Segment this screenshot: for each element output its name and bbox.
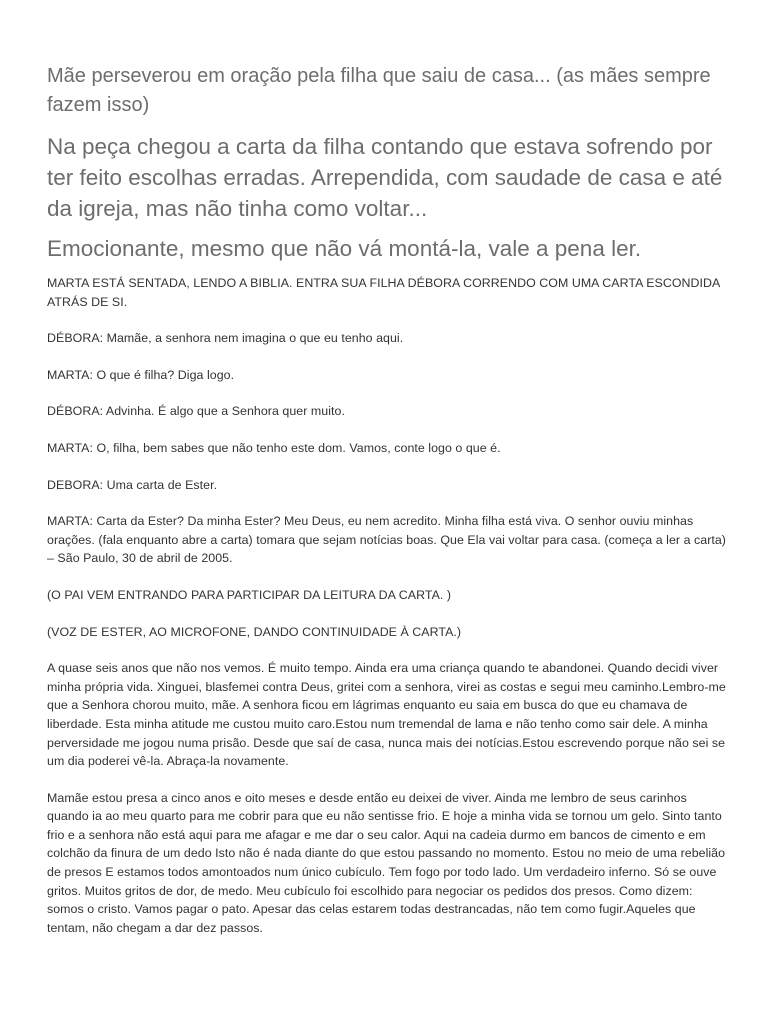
- intro-paragraph-3: Emocionante, mesmo que não vá montá-la, vale a pena ler.: [47, 236, 642, 261]
- dialogue-line-debora-3: DEBORA: Uma carta de Ester.: [47, 477, 218, 492]
- dialogue-line-debora-1: DÉBORA: Mamãe, a senhora nem imagina o que eu tenho aqui.: [47, 331, 404, 346]
- intro-paragraph-1: Mãe perseverou em oração pela filha que saiu de casa... (as mães sempre fazem isso): [47, 65, 711, 116]
- letter-paragraph-1: A quase seis anos que não nos vemos. É muito tempo. Ainda era uma criança quando te abandonei. Quando decidi viver minha própria vida. Xinguei, blasfemei contra Deus, gritei com a senhora, virei as costas e segui meu caminho.Lembro-me que a Senhora chorou muito, mãe. A senhora ficou em lágrimas enquanto eu saia em busca do que eu chamava de liberdade. Esta minha atitude me custou muito caro.Estou num tremendal de lama e não tenho como sair dele. A minha perversidade me jogou numa prisão. Desde que saí de casa, nunca mais dei notícias.Estou escrevendo porque não sei se um dia poderei vê-la. Abraça-la novamente.: [47, 661, 726, 769]
- dialogue-line-marta-3: MARTA: Carta da Ester? Da minha Ester? Meu Deus, eu nem acredito. Minha filha está viva. O senhor ouviu minhas orações. (fala enquanto abre a carta) tomara que sejam notícias boas. Que Ela vai voltar para casa. (começa a ler a carta) – São Paulo, 30 de abril de 2005.: [47, 514, 726, 566]
- stage-direction-opening: MARTA ESTÁ SENTADA, LENDO A BIBLIA. ENTRA SUA FILHA DÉBORA CORRENDO COM UMA CARTA ESCONDIDA ATRÁS DE SI.: [47, 276, 720, 309]
- stage-direction-father: (O PAI VEM ENTRANDO PARA PARTICIPAR DA LEITURA DA CARTA. ): [47, 587, 452, 602]
- dialogue-line-debora-2: DÉBORA: Advinha. É algo que a Senhora quer muito.: [47, 404, 345, 419]
- dialogue-line-marta-2: MARTA: O, filha, bem sabes que não tenho este dom. Vamos, conte logo o que é.: [47, 440, 501, 455]
- stage-direction-voice: (VOZ DE ESTER, AO MICROFONE, DANDO CONTINUIDADE À CARTA.): [47, 624, 462, 639]
- intro-paragraph-2: Na peça chegou a carta da filha contando que estava sofrendo por ter feito escolhas erradas. Arrependida, com saudade de casa e até da igreja, mas não tinha como voltar...: [47, 134, 723, 221]
- dialogue-line-marta-1: MARTA: O que é filha? Diga logo.: [47, 367, 235, 382]
- letter-paragraph-2: Mamãe estou presa a cinco anos e oito meses e desde então eu deixei de viver. Ainda me lembro de seus carinhos quando ia ao meu quarto para me cobrir para que eu não sentisse frio. E hoje a minha vida se tornou um gelo. Sinto tanto frio e a senhora não está aqui para me afagar e me dar o seu calor. Aqui na cadeia durmo em bancos de cimento e em colchão da finura de um dedo Isto não é nada diante do que estou passando no momento. Estou no meio de uma rebelião de presos E estamos todos amontoados num único cubículo. Tem fogo por todo lado. Um verdadeiro inferno. Só se ouve gritos. Muitos gritos de dor, de medo. Meu cubículo foi escolhido para negociar os pedidos dos presos. Como dizem: somos o cristo. Vamos pagar o pato. Apesar das celas estarem todas destrancadas, não tem como fugir.Aqueles que tentam, não chegam a dar dez passos.: [47, 790, 726, 935]
- document-page: [47, 62, 727, 955]
